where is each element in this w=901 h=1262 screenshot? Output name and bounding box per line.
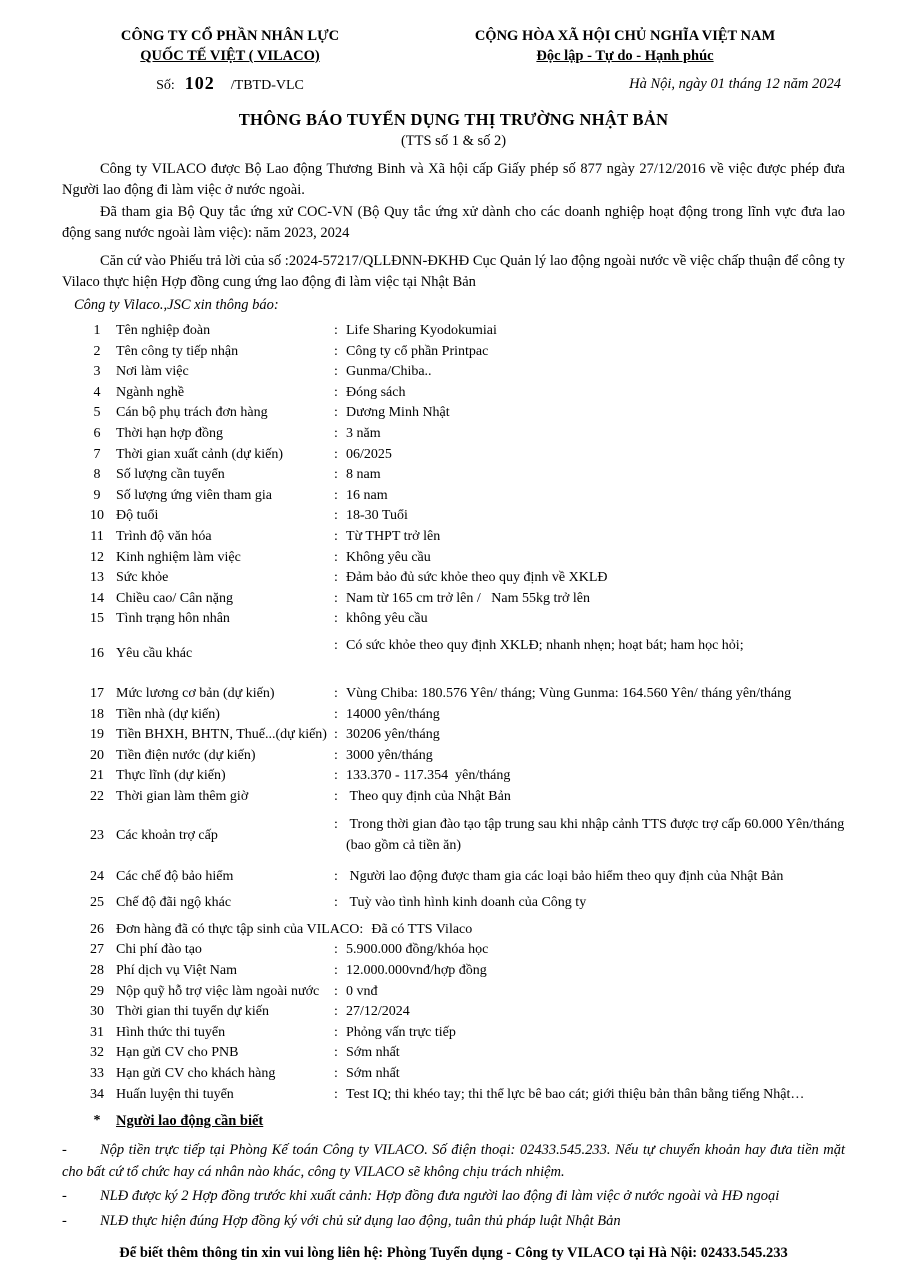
row-value: 27/12/2024 — [346, 1004, 410, 1020]
page-subtitle: (TTS số 1 & số 2) — [400, 133, 507, 149]
row-value: 18-30 Tuổi — [346, 508, 408, 524]
spec-row — [84, 403, 845, 424]
row-value: 12.000.000vnđ/hợp đồng — [346, 963, 487, 979]
row-colon: : — [334, 637, 338, 653]
row-number: 22 — [90, 788, 104, 804]
row-colon: : — [334, 611, 338, 627]
row-colon: : — [334, 1004, 338, 1020]
spec-row — [84, 746, 845, 767]
row-value: Trong thời gian đào tạo tập trung sau khi nhập cảnh TTS được trợ cấp 60.000 Yên/tháng (bao gồm cả tiền ăn) — [346, 817, 848, 854]
row-label: Kinh nghiệm làm việc — [116, 549, 241, 565]
row-number: 27 — [90, 942, 104, 958]
row-colon: : — [334, 1045, 338, 1061]
row-colon: : — [334, 942, 338, 958]
row-label: Huấn luyện thi tuyển — [116, 1086, 234, 1102]
spec-row — [84, 465, 845, 486]
row-value: Không yêu cầu — [346, 549, 431, 565]
row-number: 29 — [90, 983, 104, 999]
row-colon: : — [334, 1066, 338, 1081]
row-number: 6 — [93, 425, 101, 441]
row-label: Các chế độ bảo hiểm — [116, 868, 234, 884]
row-value: 14000 yên/tháng — [346, 706, 440, 722]
row-label: Trình độ văn hóa — [116, 528, 212, 544]
row-value: Dương Minh Nhật — [346, 405, 450, 421]
row-label: Tên công ty tiếp nhận — [116, 343, 239, 359]
spec-row — [84, 940, 845, 961]
national-motto-block — [405, 26, 845, 94]
spec-row — [84, 815, 848, 856]
document-number-value: 102 — [184, 73, 215, 93]
document-number-suffix: /TBTD-VLC — [230, 78, 304, 93]
national-motto: Độc lập - Tự do - Hạnh phúc — [536, 48, 714, 64]
spec-row — [84, 548, 845, 569]
row-number: 30 — [90, 1004, 104, 1020]
spec-row — [84, 321, 845, 342]
row-colon: : — [334, 788, 338, 804]
row-colon: : — [334, 747, 338, 763]
national-title: CỘNG HÒA XÃ HỘI CHỦ NGHĨA VIỆT NAM — [474, 28, 776, 44]
spec-row — [84, 342, 845, 363]
row-value: Theo quy định của Nhật Bản — [346, 788, 511, 804]
row-number: 32 — [90, 1045, 104, 1061]
row-colon: : — [334, 549, 338, 565]
footer-notes — [62, 1140, 845, 1232]
intro-paragraph-1: Công ty VILACO được Bộ Lao động Thương Binh và Xã hội cấp Giấy phép số 877 ngày 27/12/2016 về việc được phép đưa Người lao động đi làm việc ở nước ngoài. — [62, 161, 845, 198]
row-value: Vùng Chiba: 180.576 Yên/ tháng; Vùng Gunma: 164.560 Yên/ tháng yên/tháng — [346, 685, 792, 701]
row-label: Thời hạn hợp đồng — [116, 425, 223, 441]
spec-row — [84, 589, 845, 610]
row-value: Sớm nhất — [346, 1045, 400, 1061]
row-number: 3 — [93, 364, 101, 380]
row-label: Sức khỏe — [116, 570, 169, 586]
row-number: 14 — [90, 590, 104, 606]
row-value: Có sức khỏe theo quy định XKLĐ; nhanh nhẹn; hoạt bát; ham học hỏi; — [346, 637, 744, 653]
row-value: Life Sharing Kyodokumiai — [346, 323, 497, 338]
row-value: Gunma/Chiba.. — [346, 364, 432, 380]
row-number: 24 — [90, 868, 104, 884]
row-value: Đảm bảo đủ sức khỏe theo quy định về XKLĐ — [346, 570, 608, 586]
row-number: 34 — [90, 1086, 104, 1102]
row-colon: : — [334, 528, 338, 544]
spec-row — [84, 383, 845, 404]
row-number: 5 — [93, 405, 101, 421]
row-number: 8 — [93, 467, 101, 483]
row-number: 11 — [90, 528, 104, 544]
row-value: Người lao động được tham gia các loại bảo hiểm theo quy định của Nhật Bản — [346, 868, 784, 884]
row-value: Nam từ 165 cm trở lên / Nam 55kg trở lên — [346, 590, 591, 606]
row-number: 21 — [90, 768, 104, 784]
row-colon: : — [334, 768, 338, 784]
row-label: Số lượng cần tuyển — [116, 467, 225, 483]
row-number: 26 — [90, 921, 104, 937]
spec-row — [84, 684, 845, 705]
row-label: Thời gian làm thêm giờ — [116, 788, 249, 804]
row-number: 33 — [90, 1066, 104, 1081]
row-number: 17 — [90, 685, 104, 701]
spec-row — [84, 920, 845, 941]
row-number: 2 — [93, 343, 101, 359]
row-value: Tuỳ vào tình hình kinh doanh của Công ty — [346, 895, 587, 911]
row-number: 13 — [90, 570, 104, 586]
spec-row — [84, 766, 845, 787]
row-label: Số lượng ứng viên tham gia — [116, 487, 272, 503]
row-label: Đơn hàng đã có thực tập sinh của VILACO — [116, 921, 360, 937]
row-value: Phỏng vấn trực tiếp — [346, 1024, 456, 1040]
intro-paragraph-2: Đã tham gia Bộ Quy tắc ứng xử COC-VN (Bộ Quy tắc ứng xử dành cho các doanh nghiệp hoạt động trong lĩnh vực đưa lao động sang nước ngoài làm việc): năm 2023, 2024 — [62, 204, 845, 241]
row-label: Tên nghiệp đoàn — [116, 323, 211, 338]
contact-line: Để biết thêm thông tin xin vui lòng liên hệ: Phòng Tuyển dụng - Công ty VILACO tại Hà Nội: 02433.545.233 — [119, 1245, 788, 1262]
spec-row — [84, 961, 845, 982]
spec-row — [84, 1064, 845, 1085]
spec-row — [84, 867, 845, 888]
row-value: không yêu cầu — [346, 611, 428, 627]
row-label: Chi phí đào tạo — [116, 942, 202, 958]
row-value: 8 nam — [346, 467, 381, 483]
row-label: Hạn gửi CV cho PNB — [116, 1045, 239, 1061]
row-number: 12 — [90, 549, 104, 565]
row-colon: : — [334, 1024, 338, 1040]
footer-note — [62, 1211, 845, 1233]
row-number: 1 — [93, 323, 101, 338]
row-number: 15 — [90, 611, 104, 627]
spec-table — [84, 321, 848, 1105]
note-dash: - — [62, 1212, 67, 1229]
row-number: 23 — [90, 827, 104, 843]
spec-row — [84, 1043, 845, 1064]
note-text: NLĐ thực hiện đúng Hợp đồng ký với chủ sử dụng lao động, tuân thủ pháp luật Nhật Bản — [100, 1212, 621, 1229]
row-label: Tình trạng hôn nhân — [116, 611, 230, 627]
row-number: 4 — [93, 384, 101, 400]
note-dash: - — [62, 1188, 67, 1205]
row-colon: : — [334, 508, 338, 524]
row-colon: : — [334, 983, 338, 999]
spec-row — [84, 1002, 845, 1023]
row-label: Tiền nhà (dự kiến) — [116, 706, 220, 722]
spec-row — [84, 424, 845, 445]
row-colon: : — [334, 425, 338, 441]
row-number: 10 — [90, 508, 104, 524]
spec-row — [84, 893, 845, 914]
row-colon: : — [334, 706, 338, 722]
footer-note — [62, 1140, 845, 1183]
intro-section — [62, 159, 845, 293]
document-header — [62, 26, 845, 94]
row-colon: : — [334, 895, 338, 911]
row-colon: : — [334, 727, 338, 743]
row-colon: : — [334, 1086, 338, 1102]
row-colon: : — [334, 685, 338, 701]
spec-row — [84, 636, 845, 672]
spec-row — [84, 1085, 845, 1106]
row-value: 3000 yên/tháng — [346, 747, 433, 763]
row-label: Mức lương cơ bản (dự kiến) — [116, 685, 275, 701]
row-colon: : — [334, 384, 338, 400]
spec-row — [84, 609, 845, 630]
row-value: 3 năm — [346, 425, 381, 441]
page-title: THÔNG BÁO TUYỂN DỤNG THỊ TRƯỜNG NHẬT BẢN — [238, 110, 669, 129]
company-name-line1: CÔNG TY CỔ PHẦN NHÂN LỰC — [120, 28, 340, 44]
spec-row — [84, 445, 845, 466]
footer-marker: * — [93, 1113, 101, 1129]
row-colon: : — [334, 323, 338, 338]
document-number-label: Số: — [156, 78, 175, 93]
row-colon: : — [334, 590, 338, 606]
company-name-line2: QUỐC TẾ VIỆT ( VILACO) — [140, 48, 320, 64]
note-dash: - — [62, 1142, 67, 1159]
row-label: Thời gian thi tuyển dự kiến — [116, 1004, 270, 1020]
row-label: Thực lĩnh (dự kiến) — [116, 768, 226, 784]
intro-paragraph-3: Căn cứ vào Phiếu trả lời của số :2024-57217/QLLĐNN-ĐKHĐ Cục Quản lý lao động ngoài nước về việc chấp thuận để công ty Vilaco thực hiện Hợp đồng cung ứng lao động đi làm việc tại Nhật Bản — [62, 253, 845, 290]
spec-row — [84, 486, 845, 507]
row-value: Test IQ; thi khéo tay; thi thể lực bê bao cát; giới thiệu bản thân bằng tiếng Nhật… — [346, 1086, 805, 1102]
row-colon: : — [334, 364, 338, 380]
row-value: Từ THPT trở lên — [346, 528, 441, 544]
row-value: 133.370 - 117.354 yên/tháng — [346, 768, 511, 784]
row-colon: : — [334, 446, 338, 462]
spec-row — [84, 982, 845, 1003]
row-number: 18 — [90, 706, 104, 722]
row-label: Các khoản trợ cấp — [116, 827, 218, 843]
row-value: 5.900.000 đồng/khóa học — [346, 942, 489, 958]
spec-row — [84, 568, 845, 589]
row-value: 30206 yên/tháng — [346, 727, 440, 743]
row-colon: : — [334, 343, 338, 359]
row-number: 20 — [90, 747, 104, 763]
note-text: Nộp tiền trực tiếp tại Phòng Kế toán Công ty VILACO. Số điện thoại: 02433.545.233. Nếu tự chuyển khoản hay đưa tiền mặt cho bất cứ tổ chức hay cá nhân nào khác, công ty VILACO sẽ không chịu trách nhiệm. — [62, 1142, 845, 1180]
row-label: Thời gian xuất cảnh (dự kiến) — [116, 446, 283, 462]
row-value: Đã có TTS Vilaco — [371, 921, 473, 937]
spec-row — [84, 787, 845, 808]
row-label: Nơi làm việc — [116, 364, 189, 380]
row-label: Chế độ đãi ngộ khác — [116, 895, 232, 911]
row-label: Độ tuổi — [116, 508, 159, 524]
row-label: Chiều cao/ Cân nặng — [116, 590, 234, 606]
row-colon: : — [334, 868, 338, 884]
row-colon: : — [334, 467, 338, 483]
note-text: NLĐ được ký 2 Hợp đồng trước khi xuất cảnh: Hợp đồng đưa người lao động đi làm việc ở nước ngoài và HĐ ngoại — [100, 1188, 780, 1205]
spec-row — [84, 362, 845, 383]
row-colon: : — [359, 921, 364, 937]
company-block — [80, 26, 380, 94]
row-label: Cán bộ phụ trách đơn hàng — [116, 405, 268, 421]
spec-row — [84, 527, 845, 548]
row-label: Yêu cầu khác — [116, 645, 193, 661]
row-number: 31 — [90, 1024, 104, 1040]
spec-row — [84, 725, 845, 746]
row-colon: : — [334, 963, 338, 979]
row-label: Phí dịch vụ Việt Nam — [116, 963, 238, 979]
row-label: Nộp quỹ hỗ trợ việc làm ngoài nước — [116, 983, 320, 999]
row-value: Công ty cổ phần Printpac — [346, 343, 489, 359]
row-label: Tiền điện nước (dự kiến) — [116, 747, 256, 763]
row-label: Ngành nghề — [116, 384, 185, 400]
row-label: Tiền BHXH, BHTN, Thuế...(dự kiến) — [116, 727, 327, 743]
row-number: 16 — [90, 645, 104, 661]
row-number: 9 — [93, 487, 101, 503]
row-value: Đóng sách — [346, 384, 406, 400]
row-number: 19 — [90, 727, 104, 743]
row-colon: : — [334, 570, 338, 586]
row-label: Hình thức thi tuyển — [116, 1024, 226, 1040]
row-colon: : — [334, 817, 338, 833]
row-value: 06/2025 — [346, 446, 392, 462]
row-value: 0 vnđ — [346, 983, 378, 999]
spec-row — [84, 705, 845, 726]
row-number: 25 — [90, 895, 104, 911]
footer-heading: Người lao động cần biết — [116, 1113, 264, 1130]
row-value: 16 nam — [346, 487, 388, 503]
row-number: 28 — [90, 963, 104, 979]
document-number-line — [80, 73, 380, 94]
row-value: Sớm nhất — [346, 1066, 400, 1081]
row-colon: : — [334, 487, 338, 503]
footer-heading-row — [62, 1113, 845, 1130]
row-number: 7 — [93, 446, 101, 462]
date-line: Hà Nội, ngày 01 tháng 12 năm 2024 — [629, 76, 841, 92]
row-colon: : — [334, 405, 338, 421]
spec-row — [84, 1023, 845, 1044]
announce-note: Công ty Vilaco.,JSC xin thông báo: — [74, 297, 279, 313]
row-label: Hạn gửi CV cho khách hàng — [116, 1066, 276, 1081]
footer-note — [62, 1186, 845, 1208]
spec-row — [84, 506, 845, 527]
